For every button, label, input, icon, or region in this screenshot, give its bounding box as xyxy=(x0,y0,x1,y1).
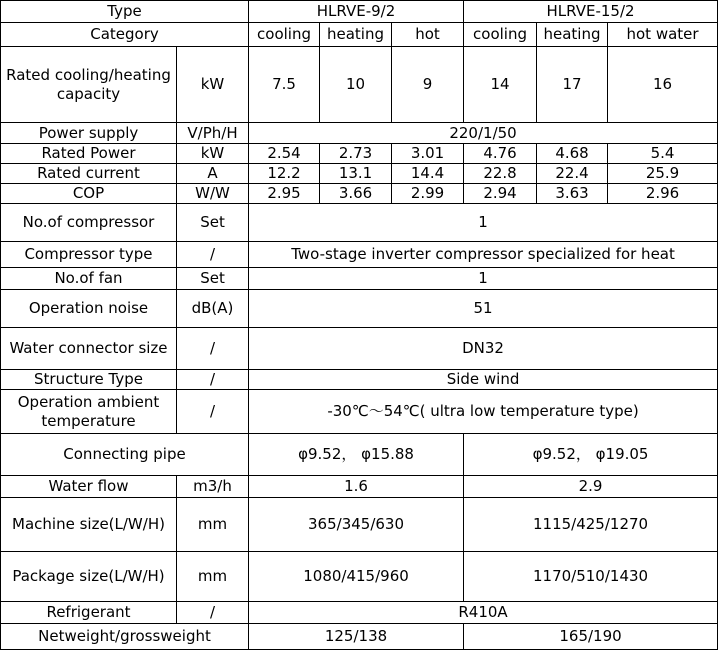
compressor-count-row xyxy=(1,204,718,242)
row-unit: / xyxy=(177,390,249,434)
row-unit: m3/h xyxy=(177,476,249,498)
row-label: Refrigerant xyxy=(1,602,177,624)
type-label: Type xyxy=(1,1,249,23)
value-cell: 12.2 xyxy=(249,164,320,184)
rated-power-row xyxy=(1,144,718,164)
value-cell: 2.9 xyxy=(464,476,718,498)
row-label: Operation ambient temperature xyxy=(1,390,177,434)
row-label: Power supply xyxy=(1,123,177,144)
water-flow-row xyxy=(1,476,718,498)
value-cell: 4.68 xyxy=(537,144,608,164)
row-label: Compressor type xyxy=(1,242,177,268)
value-cell: 1080/415/960 xyxy=(249,552,464,602)
value-cell: Two-stage inverter compressor specialized for heat xyxy=(249,242,718,268)
value-cell: φ9.52， φ19.05 xyxy=(464,434,718,476)
row-label: Structure Type xyxy=(1,370,177,390)
value-cell: 5.4 xyxy=(608,144,718,164)
row-unit: Set xyxy=(177,268,249,290)
row-unit: kW xyxy=(177,144,249,164)
row-label: Rated cooling/heating capacity xyxy=(1,47,177,123)
value-cell: 7.5 xyxy=(249,47,320,123)
category-cell: heating xyxy=(320,23,392,47)
row-label: Netweight/grossweight xyxy=(1,624,249,650)
connecting-pipe-row xyxy=(1,434,718,476)
value-cell: 10 xyxy=(320,47,392,123)
type-row xyxy=(1,1,718,23)
refrigerant-row xyxy=(1,602,718,624)
value-cell: 2.95 xyxy=(249,184,320,204)
value-cell: 22.8 xyxy=(464,164,537,184)
value-cell: 1.6 xyxy=(249,476,464,498)
value-cell: 9 xyxy=(392,47,464,123)
value-cell: 51 xyxy=(249,290,718,328)
value-cell: 1115/425/1270 xyxy=(464,498,718,552)
value-cell: 14.4 xyxy=(392,164,464,184)
value-cell: 14 xyxy=(464,47,537,123)
category-cell: cooling xyxy=(249,23,320,47)
value-cell: 13.1 xyxy=(320,164,392,184)
noise-row xyxy=(1,290,718,328)
fan-count-row xyxy=(1,268,718,290)
value-cell: 2.94 xyxy=(464,184,537,204)
value-cell: Side wind xyxy=(249,370,718,390)
value-cell: 4.76 xyxy=(464,144,537,164)
value-cell: -30℃～54℃( ultra low temperature type) xyxy=(249,390,718,434)
value-cell: φ9.52， φ15.88 xyxy=(249,434,464,476)
weight-row xyxy=(1,624,718,650)
model-b-name: HLRVE-15/2 xyxy=(464,1,718,23)
value-cell: DN32 xyxy=(249,328,718,370)
capacity-row xyxy=(1,47,718,123)
row-unit: V/Ph/H xyxy=(177,123,249,144)
category-cell: heating xyxy=(537,23,608,47)
value-cell: 2.99 xyxy=(392,184,464,204)
row-label: Connecting pipe xyxy=(1,434,249,476)
value-cell: 17 xyxy=(537,47,608,123)
value-cell: 25.9 xyxy=(608,164,718,184)
value-cell: 220/1/50 xyxy=(249,123,718,144)
row-label: Rated Power xyxy=(1,144,177,164)
value-cell: 16 xyxy=(608,47,718,123)
machine-size-row xyxy=(1,498,718,552)
value-cell: 1170/510/1430 xyxy=(464,552,718,602)
row-label: Water connector size xyxy=(1,328,177,370)
row-unit: Set xyxy=(177,204,249,242)
category-cell: cooling xyxy=(464,23,537,47)
value-cell: 2.73 xyxy=(320,144,392,164)
value-cell: 1 xyxy=(249,204,718,242)
cop-row xyxy=(1,184,718,204)
category-row xyxy=(1,23,718,47)
value-cell: R410A xyxy=(249,602,718,624)
water-connector-row xyxy=(1,328,718,370)
category-label: Category xyxy=(1,23,249,47)
row-label: Machine size(L/W/H) xyxy=(1,498,177,552)
row-label: No.of fan xyxy=(1,268,177,290)
row-unit: / xyxy=(177,370,249,390)
row-label: No.of compressor xyxy=(1,204,177,242)
row-unit: / xyxy=(177,602,249,624)
value-cell: 3.66 xyxy=(320,184,392,204)
power-supply-row xyxy=(1,123,718,144)
compressor-type-row xyxy=(1,242,718,268)
value-cell: 3.01 xyxy=(392,144,464,164)
rated-current-row xyxy=(1,164,718,184)
row-unit: kW xyxy=(177,47,249,123)
package-size-row xyxy=(1,552,718,602)
value-cell: 2.96 xyxy=(608,184,718,204)
row-unit: / xyxy=(177,242,249,268)
value-cell: 3.63 xyxy=(537,184,608,204)
row-label: COP xyxy=(1,184,177,204)
model-a-name: HLRVE-9/2 xyxy=(249,1,464,23)
row-unit: A xyxy=(177,164,249,184)
row-unit: W/W xyxy=(177,184,249,204)
value-cell: 1 xyxy=(249,268,718,290)
row-unit: mm xyxy=(177,552,249,602)
structure-row xyxy=(1,370,718,390)
row-label: Operation noise xyxy=(1,290,177,328)
row-label: Water flow xyxy=(1,476,177,498)
row-label: Rated current xyxy=(1,164,177,184)
category-cell: hot water xyxy=(608,23,718,47)
value-cell: 22.4 xyxy=(537,164,608,184)
ambient-row xyxy=(1,390,718,434)
value-cell: 365/345/630 xyxy=(249,498,464,552)
value-cell: 165/190 xyxy=(464,624,718,650)
value-cell: 2.54 xyxy=(249,144,320,164)
row-unit: mm xyxy=(177,498,249,552)
value-cell: 125/138 xyxy=(249,624,464,650)
category-cell: hot xyxy=(392,23,464,47)
row-unit: dB(A) xyxy=(177,290,249,328)
row-unit: / xyxy=(177,328,249,370)
row-label: Package size(L/W/H) xyxy=(1,552,177,602)
